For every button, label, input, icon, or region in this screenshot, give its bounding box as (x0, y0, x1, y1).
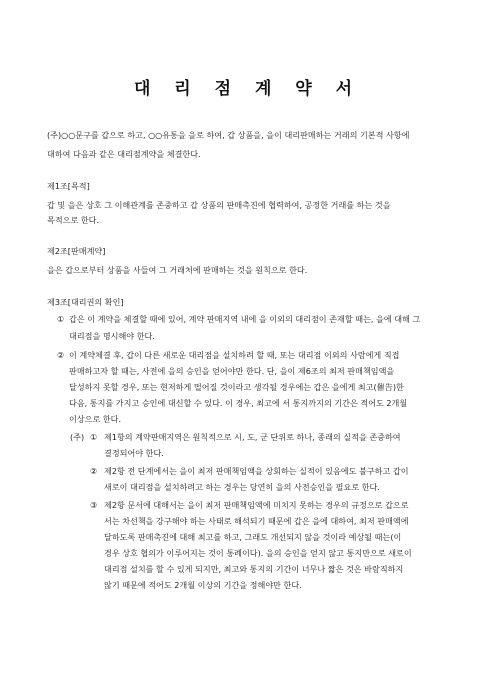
article-heading: 제1조[목적] (47, 181, 90, 191)
item-line: 다음, 통지를 가지고 승인에 대신할 수 있다. 이 경우, 최고에 서 통지까지의 기간은 적어도 2개월 (69, 398, 408, 408)
note-item-line: 제2항 전 단계에서는 을이 최저 판매책임액을 상회하는 실적이 있음에도 불구하고 갑이 (104, 466, 409, 476)
document-title: 대 리 점 계 약 서 (133, 79, 362, 99)
note-item-line: 서는 차선책을 강구해야 하는 사태로 해석되기 때문에 갑은 을에 대하여, 최저 판매액에 (104, 516, 409, 526)
note-item-line: 경우 상호 협의가 이루어지는 것이 통례이다). 을의 승인을 얻지 않고 통지만으로 새로이 (104, 548, 412, 558)
note-item-number: ② (90, 466, 98, 476)
note-item-number: ① (90, 432, 98, 442)
item-number: ② (57, 350, 65, 360)
item-line: 대리점을 명시해야 한다. (69, 331, 155, 341)
note-item-line: 않기 때문에 적어도 2개월 이상의 기간을 정해야만 한다. (104, 580, 302, 590)
article-line: 갑 및 을은 상호 그 이해관계를 존중하고 갑 상품의 판매촉진에 협력하여, 공정한 거래를 하는 것을 (47, 200, 391, 210)
note-item-line: 새로이 대리점을 설치하려고 하는 경우는 당연히 을의 사전승인을 필요로 한다. (104, 482, 380, 492)
item-line: 갑은 이 계약을 체결할 때에 있어, 계약 판매지역 내에 을 이외의 대리점이 존재할 때는, 을에 대해 그 (69, 314, 421, 324)
intro-line: (주)○○문구를 갑으로 하고, ○○유통을 을로 하여, 갑 상품을, 을이 대리판매하는 거래의 기본적 사항에 (47, 130, 410, 140)
article-line: 을은 갑으로부터 상품을 사들여 그 거래처에 판매하는 것을 원칙으로 한다. (47, 265, 308, 275)
intro-line: 대하여 다음과 같은 대리점계약을 체결한다. (47, 149, 201, 159)
item-line: 판매하고자 할 때는, 사전에 을의 승인을 얻어야만 한다. 단, 을이 제6조의 최저 판매책임액을 (69, 366, 395, 376)
item-line: 달성하지 못할 경우, 또는 현저하게 떨어질 것이라고 생각될 경우에는 갑은 을에게 최고(催告)한 (69, 382, 404, 392)
note-item-line: 제1항의 계약판매지역은 원칙적으로 시, 도, 군 단위로 하나, 종래의 실적을 존중하여 (104, 432, 401, 442)
note-item-line: 달하도록 판매촉진에 대해 최고를 하고, 그래도 개선되지 않을 것이라 예상될 때는(이 (104, 532, 402, 542)
item-line: 이 계약체결 후, 갑이 다른 새로운 대리점을 설치하려 할 때, 또는 대리점 이외의 사람에게 직접 (69, 350, 400, 360)
item-line: 이상으로 한다. (69, 414, 122, 424)
article-line: 목적으로 한다. (47, 215, 100, 225)
note-item-number: ③ (90, 500, 98, 510)
article-heading: 제2조[판매계약] (47, 246, 106, 256)
note-item-line: 대리점 설치를 할 수 있게 되지만, 최고와 통지의 기간이 너무나 짧은 것은 바람직하지 (104, 564, 404, 574)
note-label: (주) (70, 432, 85, 442)
item-number: ① (57, 314, 65, 324)
note-item-line: 결정되어야 한다. (104, 448, 164, 458)
note-item-line: 제2항 문서에 대해서는 을이 최저 판매책임액에 미치지 못하는 경우의 규정으로 갑으로 (104, 500, 409, 510)
article-heading: 제3조[대리권의 확인] (47, 297, 124, 307)
